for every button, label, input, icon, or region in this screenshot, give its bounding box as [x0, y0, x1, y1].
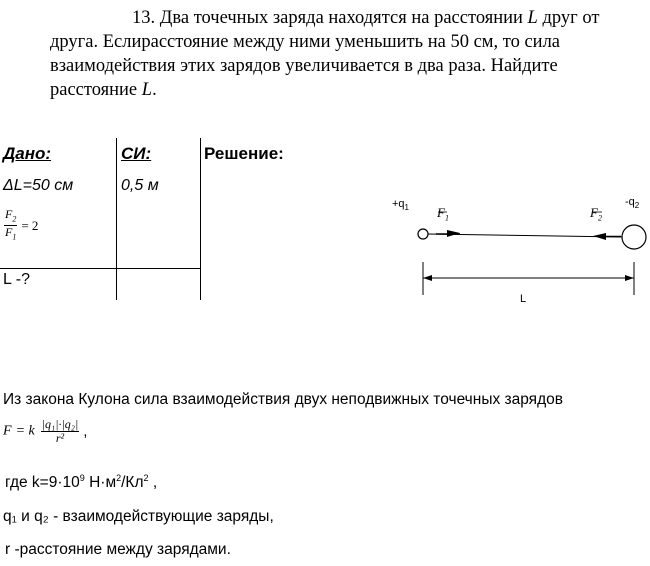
si-value: 0,5 м	[121, 177, 159, 194]
charges-definition: q₁ и q₂ - взаимодействующие заряды,	[3, 508, 274, 525]
problem-line-1: 13. Два точечных заряда находятся на расстоянии L друг от	[132, 8, 600, 28]
constant-k-line: где $k=9\cdot 10^9$ $Н\cdot м^2/Кл^2$ ,	[5, 473, 158, 492]
si-solution-divider	[200, 138, 201, 300]
q2-label: $-q_2$	[625, 196, 640, 211]
distance-label: L	[520, 293, 527, 305]
given-header: Дано:	[3, 144, 52, 163]
problem-line-3: взаимодействия этих зарядов увеличивается в два раза. Найдите	[50, 56, 558, 76]
given-delta-L: ΔL=50 см	[3, 177, 74, 194]
charge-diagram	[380, 190, 650, 310]
f1-label: $F_1$	[437, 205, 449, 223]
f2-label: $F_2$	[590, 205, 602, 223]
find-separator	[0, 268, 201, 269]
coulomb-law-text: Из закона Кулона сила взаимодействия двух неподвижных точечных зарядов	[3, 391, 563, 408]
si-header: СИ:	[121, 144, 152, 163]
force-ratio: $\frac{F_2}{F_1}$ = 2	[5, 207, 39, 242]
problem-statement	[50, 6, 630, 102]
q1-label: $+q_1$	[392, 198, 409, 213]
charge-q2	[622, 225, 646, 249]
solution-header: Решение:	[204, 144, 284, 163]
problem-line-2: друга. Еслирасстояние между ними уменьшить на 50 см, то сила	[50, 32, 561, 52]
problem-line-4: расстояние L.	[50, 80, 157, 100]
charge-q1	[418, 229, 428, 239]
find-L: L -?	[3, 271, 30, 288]
coulomb-formula: F = k $\frac{\text{|q₁|·|q₂|}}{\text{r²}}$ ,	[3, 417, 88, 445]
given-si-divider	[116, 138, 117, 300]
force-f2-arrowhead	[593, 233, 606, 240]
distance-definition: r -расстояние между зарядами.	[5, 541, 231, 558]
